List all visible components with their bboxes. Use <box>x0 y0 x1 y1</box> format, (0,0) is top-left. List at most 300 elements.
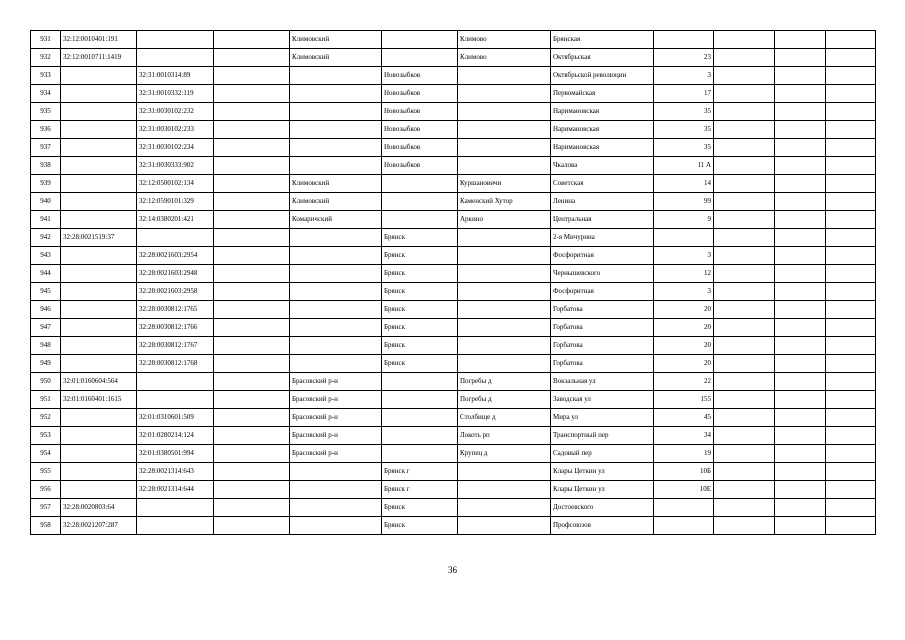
empty-cell <box>214 247 290 265</box>
empty-cell <box>214 283 290 301</box>
row-number-cell: 957 <box>31 499 61 517</box>
row-number-cell: 931 <box>31 31 61 49</box>
district-cell: Брасовский р-н <box>290 445 382 463</box>
empty-cell <box>714 319 775 337</box>
empty-cell <box>214 319 290 337</box>
empty-cell <box>826 31 876 49</box>
empty-cell <box>214 481 290 499</box>
district-cell: Климовский <box>290 49 382 67</box>
row-number-cell: 951 <box>31 391 61 409</box>
district-cell <box>290 157 382 175</box>
empty-cell <box>214 337 290 355</box>
street-cell: Фосфоритная <box>551 283 654 301</box>
city-cell <box>382 175 458 193</box>
empty-cell <box>714 121 775 139</box>
table-row <box>31 85 876 103</box>
table-row <box>31 319 876 337</box>
cadastral-number-cell <box>61 121 137 139</box>
cadastral-number-cell: 32:28:0020803:64 <box>61 499 137 517</box>
table-row <box>31 175 876 193</box>
empty-cell <box>714 265 775 283</box>
house-number-cell: 19 <box>654 445 714 463</box>
city-cell: Новозыбков <box>382 85 458 103</box>
empty-cell <box>714 499 775 517</box>
district-cell <box>290 283 382 301</box>
table-row <box>31 247 876 265</box>
settlement-cell <box>458 319 551 337</box>
cadastral-number-alt-cell: 32:01:0310601:509 <box>137 409 214 427</box>
cadastral-number-cell <box>61 301 137 319</box>
cadastral-number-cell <box>61 319 137 337</box>
city-cell: Брянск г <box>382 463 458 481</box>
city-cell: Брянск <box>382 319 458 337</box>
street-cell: Октябрьской революции <box>551 67 654 85</box>
street-cell: Заводская ул <box>551 391 654 409</box>
table-row <box>31 265 876 283</box>
table-row <box>31 337 876 355</box>
empty-cell <box>826 445 876 463</box>
settlement-cell <box>458 121 551 139</box>
settlement-cell <box>458 67 551 85</box>
cadastral-number-cell <box>61 337 137 355</box>
empty-cell <box>214 103 290 121</box>
cadastral-number-alt-cell: 32:28:0030812:1768 <box>137 355 214 373</box>
empty-cell <box>775 121 826 139</box>
city-cell: Брянск <box>382 517 458 535</box>
street-cell: Центральная <box>551 211 654 229</box>
table-row <box>31 139 876 157</box>
cadastral-number-cell <box>61 409 137 427</box>
cadastral-number-alt-cell: 32:31:0030102:232 <box>137 103 214 121</box>
empty-cell <box>775 373 826 391</box>
cadastral-number-cell <box>61 355 137 373</box>
district-cell: Комаричский <box>290 211 382 229</box>
settlement-cell: Каменский Хутор <box>458 193 551 211</box>
district-cell: Брасовский р-н <box>290 409 382 427</box>
house-number-cell: 20 <box>654 301 714 319</box>
empty-cell <box>775 301 826 319</box>
empty-cell <box>826 355 876 373</box>
cadastral-number-cell: 32:12:0010711:1419 <box>61 49 137 67</box>
empty-cell <box>714 67 775 85</box>
cadastral-number-cell <box>61 283 137 301</box>
district-cell <box>290 337 382 355</box>
settlement-cell <box>458 103 551 121</box>
house-number-cell <box>654 229 714 247</box>
district-cell <box>290 85 382 103</box>
district-cell <box>290 103 382 121</box>
empty-cell <box>714 409 775 427</box>
cadastral-number-cell: 32:28:0021207:287 <box>61 517 137 535</box>
cadastral-number-alt-cell: 32:28:0030812:1766 <box>137 319 214 337</box>
city-cell <box>382 409 458 427</box>
empty-cell <box>214 175 290 193</box>
row-number-cell: 952 <box>31 409 61 427</box>
district-cell <box>290 67 382 85</box>
cadastral-number-alt-cell <box>137 229 214 247</box>
table-row <box>31 445 876 463</box>
empty-cell <box>714 337 775 355</box>
house-number-cell: 10Е <box>654 481 714 499</box>
house-number-cell: 34 <box>654 427 714 445</box>
settlement-cell: Климово <box>458 49 551 67</box>
empty-cell <box>775 31 826 49</box>
table-row <box>31 193 876 211</box>
house-number-cell <box>654 31 714 49</box>
cadastral-number-cell <box>61 481 137 499</box>
street-cell: Транспортный пер <box>551 427 654 445</box>
empty-cell <box>826 193 876 211</box>
city-cell <box>382 427 458 445</box>
house-number-cell: 45 <box>654 409 714 427</box>
row-number-cell: 948 <box>31 337 61 355</box>
cadastral-number-alt-cell: 32:28:0030812:1765 <box>137 301 214 319</box>
empty-cell <box>714 427 775 445</box>
cadastral-number-alt-cell: 32:31:0030333:902 <box>137 157 214 175</box>
empty-cell <box>775 103 826 121</box>
cadastral-number-cell: 32:01:0160401:1615 <box>61 391 137 409</box>
cadastral-number-cell <box>61 67 137 85</box>
row-number-cell: 932 <box>31 49 61 67</box>
district-cell <box>290 229 382 247</box>
empty-cell <box>714 463 775 481</box>
empty-cell <box>714 103 775 121</box>
empty-cell <box>775 391 826 409</box>
city-cell: Новозыбков <box>382 103 458 121</box>
district-cell <box>290 463 382 481</box>
empty-cell <box>826 49 876 67</box>
empty-cell <box>214 229 290 247</box>
row-number-cell: 941 <box>31 211 61 229</box>
table-row <box>31 229 876 247</box>
district-cell <box>290 265 382 283</box>
empty-cell <box>775 427 826 445</box>
empty-cell <box>714 445 775 463</box>
cadastral-number-alt-cell <box>137 517 214 535</box>
city-cell <box>382 49 458 67</box>
house-number-cell: 35 <box>654 139 714 157</box>
district-cell <box>290 499 382 517</box>
cadastral-number-alt-cell <box>137 31 214 49</box>
street-cell: Садовый пер <box>551 445 654 463</box>
settlement-cell: Аркино <box>458 211 551 229</box>
settlement-cell <box>458 265 551 283</box>
empty-cell <box>714 175 775 193</box>
house-number-cell: 99 <box>654 193 714 211</box>
cadastral-number-alt-cell: 32:01:0380501:994 <box>137 445 214 463</box>
street-cell: Клары Цеткин ул <box>551 481 654 499</box>
empty-cell <box>826 175 876 193</box>
table-row <box>31 49 876 67</box>
empty-cell <box>775 481 826 499</box>
table-row <box>31 157 876 175</box>
city-cell: Брянск г <box>382 481 458 499</box>
empty-cell <box>714 157 775 175</box>
table-row <box>31 283 876 301</box>
empty-cell <box>714 139 775 157</box>
empty-cell <box>714 283 775 301</box>
empty-cell <box>826 481 876 499</box>
street-cell: Наримановская <box>551 139 654 157</box>
street-cell: Первомайская <box>551 85 654 103</box>
row-number-cell: 936 <box>31 121 61 139</box>
district-cell: Брасовский р-н <box>290 373 382 391</box>
empty-cell <box>214 139 290 157</box>
empty-cell <box>775 49 826 67</box>
settlement-cell <box>458 139 551 157</box>
row-number-cell: 954 <box>31 445 61 463</box>
settlement-cell: Погребы д <box>458 391 551 409</box>
settlement-cell <box>458 301 551 319</box>
house-number-cell: 35 <box>654 103 714 121</box>
cadastral-number-alt-cell <box>137 391 214 409</box>
empty-cell <box>826 211 876 229</box>
empty-cell <box>214 121 290 139</box>
row-number-cell: 945 <box>31 283 61 301</box>
city-cell: Новозыбков <box>382 139 458 157</box>
cadastral-number-alt-cell: 32:14:0380201:421 <box>137 211 214 229</box>
city-cell <box>382 391 458 409</box>
empty-cell <box>714 31 775 49</box>
empty-cell <box>826 229 876 247</box>
street-cell: Вокзальная ул <box>551 373 654 391</box>
row-number-cell: 938 <box>31 157 61 175</box>
street-cell: Горбатова <box>551 301 654 319</box>
empty-cell <box>214 301 290 319</box>
table-row <box>31 391 876 409</box>
empty-cell <box>214 31 290 49</box>
table-row <box>31 373 876 391</box>
empty-cell <box>775 211 826 229</box>
cadastral-number-cell <box>61 445 137 463</box>
cadastral-number-cell: 32:01:0160604:564 <box>61 373 137 391</box>
district-cell: Климовский <box>290 193 382 211</box>
district-cell <box>290 121 382 139</box>
settlement-cell <box>458 157 551 175</box>
registry-table-body <box>31 31 876 535</box>
empty-cell <box>826 121 876 139</box>
table-row <box>31 481 876 499</box>
empty-cell <box>214 499 290 517</box>
empty-cell <box>826 391 876 409</box>
house-number-cell: 20 <box>654 337 714 355</box>
street-cell: 2-я Мичурина <box>551 229 654 247</box>
row-number-cell: 942 <box>31 229 61 247</box>
empty-cell <box>714 211 775 229</box>
settlement-cell: Крупец д <box>458 445 551 463</box>
table-row <box>31 31 876 49</box>
empty-cell <box>214 445 290 463</box>
empty-cell <box>826 463 876 481</box>
city-cell: Брянск <box>382 355 458 373</box>
row-number-cell: 937 <box>31 139 61 157</box>
settlement-cell <box>458 499 551 517</box>
settlement-cell: Климово <box>458 31 551 49</box>
settlement-cell: Куршановичи <box>458 175 551 193</box>
street-cell: Горбатова <box>551 319 654 337</box>
empty-cell <box>214 391 290 409</box>
city-cell <box>382 193 458 211</box>
table-row <box>31 517 876 535</box>
street-cell: Наримановская <box>551 121 654 139</box>
settlement-cell <box>458 463 551 481</box>
house-number-cell: 10Б <box>654 463 714 481</box>
row-number-cell: 947 <box>31 319 61 337</box>
district-cell: Климовский <box>290 175 382 193</box>
city-cell: Брянск <box>382 337 458 355</box>
settlement-cell <box>458 283 551 301</box>
city-cell: Брянск <box>382 229 458 247</box>
house-number-cell: 3 <box>654 67 714 85</box>
empty-cell <box>714 85 775 103</box>
district-cell <box>290 247 382 265</box>
district-cell <box>290 301 382 319</box>
row-number-cell: 950 <box>31 373 61 391</box>
district-cell: Брасовский р-н <box>290 427 382 445</box>
cadastral-number-alt-cell: 32:12:0590101:329 <box>137 193 214 211</box>
street-cell: Советская <box>551 175 654 193</box>
empty-cell <box>714 481 775 499</box>
street-cell: Фосфоритная <box>551 247 654 265</box>
street-cell: Профсоюзов <box>551 517 654 535</box>
empty-cell <box>775 265 826 283</box>
row-number-cell: 933 <box>31 67 61 85</box>
cadastral-number-alt-cell: 32:28:0021603:2958 <box>137 283 214 301</box>
cadastral-number-cell <box>61 211 137 229</box>
empty-cell <box>775 499 826 517</box>
empty-cell <box>826 139 876 157</box>
row-number-cell: 949 <box>31 355 61 373</box>
row-number-cell: 943 <box>31 247 61 265</box>
house-number-cell: 155 <box>654 391 714 409</box>
row-number-cell: 953 <box>31 427 61 445</box>
street-cell: Клары Цеткин ул <box>551 463 654 481</box>
empty-cell <box>775 139 826 157</box>
house-number-cell <box>654 499 714 517</box>
empty-cell <box>826 247 876 265</box>
empty-cell <box>775 283 826 301</box>
settlement-cell <box>458 229 551 247</box>
empty-cell <box>214 265 290 283</box>
empty-cell <box>826 319 876 337</box>
district-cell <box>290 355 382 373</box>
table-row <box>31 67 876 85</box>
empty-cell <box>826 373 876 391</box>
street-cell: Горбатова <box>551 337 654 355</box>
cadastral-number-cell <box>61 175 137 193</box>
empty-cell <box>775 229 826 247</box>
city-cell: Новозыбков <box>382 121 458 139</box>
table-row <box>31 355 876 373</box>
empty-cell <box>826 427 876 445</box>
cadastral-number-cell: 32:28:0021519:37 <box>61 229 137 247</box>
cadastral-number-alt-cell: 32:28:0021314:644 <box>137 481 214 499</box>
table-row <box>31 103 876 121</box>
empty-cell <box>775 319 826 337</box>
empty-cell <box>214 463 290 481</box>
empty-cell <box>826 301 876 319</box>
empty-cell <box>826 157 876 175</box>
empty-cell <box>214 355 290 373</box>
empty-cell <box>714 391 775 409</box>
empty-cell <box>775 409 826 427</box>
street-cell: Чкалова <box>551 157 654 175</box>
city-cell: Брянск <box>382 265 458 283</box>
city-cell: Брянск <box>382 301 458 319</box>
empty-cell <box>714 373 775 391</box>
empty-cell <box>826 337 876 355</box>
empty-cell <box>214 427 290 445</box>
empty-cell <box>826 103 876 121</box>
house-number-cell: 9 <box>654 211 714 229</box>
empty-cell <box>214 373 290 391</box>
cadastral-number-cell <box>61 265 137 283</box>
city-cell <box>382 445 458 463</box>
empty-cell <box>775 175 826 193</box>
empty-cell <box>775 337 826 355</box>
row-number-cell: 946 <box>31 301 61 319</box>
row-number-cell: 939 <box>31 175 61 193</box>
empty-cell <box>714 355 775 373</box>
street-cell: Чернышевского <box>551 265 654 283</box>
empty-cell <box>775 463 826 481</box>
table-row <box>31 409 876 427</box>
empty-cell <box>826 265 876 283</box>
cadastral-number-cell <box>61 247 137 265</box>
house-number-cell: 17 <box>654 85 714 103</box>
house-number-cell: 14 <box>654 175 714 193</box>
empty-cell <box>775 157 826 175</box>
district-cell <box>290 481 382 499</box>
empty-cell <box>214 409 290 427</box>
house-number-cell: 20 <box>654 355 714 373</box>
empty-cell <box>826 499 876 517</box>
empty-cell <box>714 193 775 211</box>
empty-cell <box>826 517 876 535</box>
house-number-cell: 3 <box>654 283 714 301</box>
cadastral-number-alt-cell: 32:31:0030102:233 <box>137 121 214 139</box>
empty-cell <box>714 301 775 319</box>
row-number-cell: 935 <box>31 103 61 121</box>
table-row <box>31 463 876 481</box>
street-cell: Ленина <box>551 193 654 211</box>
settlement-cell <box>458 85 551 103</box>
cadastral-number-alt-cell <box>137 499 214 517</box>
city-cell: Новозыбков <box>382 67 458 85</box>
cadastral-number-alt-cell <box>137 49 214 67</box>
house-number-cell: 12 <box>654 265 714 283</box>
settlement-cell <box>458 247 551 265</box>
house-number-cell: 20 <box>654 319 714 337</box>
cadastral-number-cell <box>61 193 137 211</box>
street-cell: Достоевского <box>551 499 654 517</box>
cadastral-number-alt-cell: 32:28:0021603:2948 <box>137 265 214 283</box>
empty-cell <box>214 211 290 229</box>
settlement-cell: Погребы д <box>458 373 551 391</box>
row-number-cell: 956 <box>31 481 61 499</box>
district-cell: Брасовский р-н <box>290 391 382 409</box>
house-number-cell: 22 <box>654 373 714 391</box>
empty-cell <box>214 193 290 211</box>
cadastral-number-cell <box>61 427 137 445</box>
registry-table <box>30 30 876 535</box>
empty-cell <box>214 49 290 67</box>
empty-cell <box>775 193 826 211</box>
table-row <box>31 499 876 517</box>
city-cell: Брянск <box>382 247 458 265</box>
street-cell: Брянская <box>551 31 654 49</box>
cadastral-number-alt-cell <box>137 373 214 391</box>
